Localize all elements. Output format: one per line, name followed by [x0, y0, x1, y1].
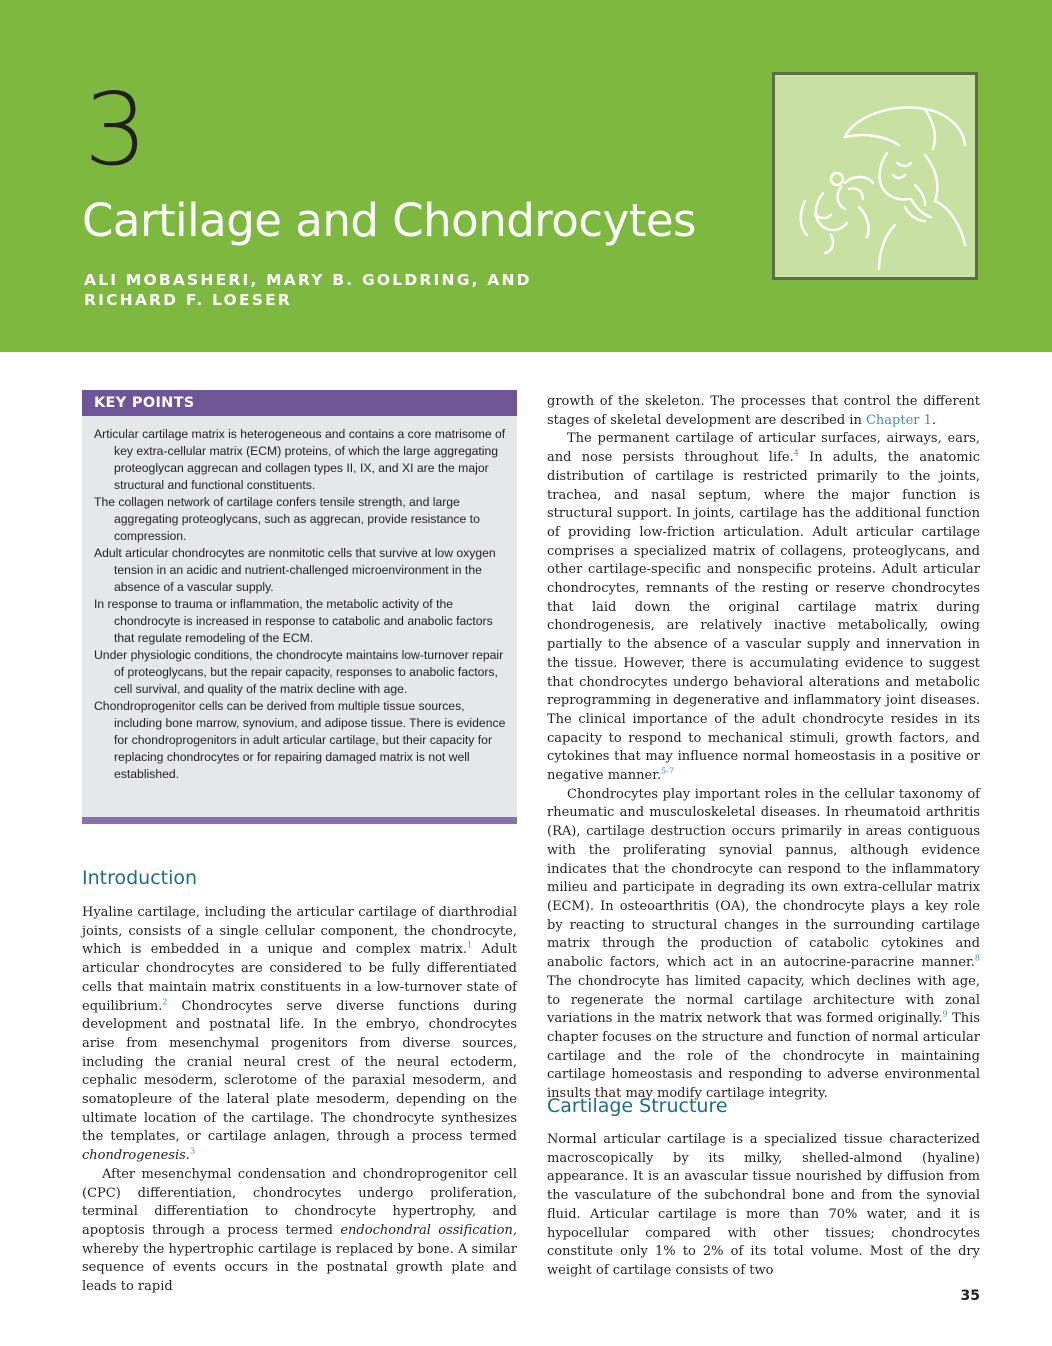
reference-1[interactable]: 1 [467, 941, 473, 951]
chapter-1-link[interactable]: Chapter 1 [865, 412, 932, 428]
reference-2[interactable]: 2 [162, 997, 168, 1007]
introduction-paragraph-1: Hyaline cartilage, including the articular cartilage of diarthrodial joints, consists of a single cellular component, the chondrocyte, which is embedded in a unique and complex matrix.$^1$ Adult articular chondrocytes are considered to be fully differentiated cells that maintain matrix constituents in a low-turnover state of equilibrium.$^2$ Chondrocytes serve diverse functions during development and postnatal life. In the embryo, chondrocytes arise from mesenchymal progenitors from diverse sources, including the cranial neural crest of the neural ectoderm, cephalic mesoderm, sclerotome of the paraxial mesoderm, and somatopleure of the lateral plate mesoderm, depending on the ultimate location of the cartilage. The chondrocyte synthesizes the templates, or cartilage anlagen, through a process termed chondrogenesis.$^3$ [82, 905, 517, 1164]
introduction-heading: Introduction [82, 867, 198, 889]
reference-5-7[interactable]: 5-7 [661, 766, 675, 776]
key-point-item: Articular cartilage matrix is heterogeneous and contains a core matrisome of key extra-cellular matrix (ECM) proteins, of which the large aggregating proteoglycan aggrecan and collagen types II, IX, and XI are the major structural and functional constituents. [94, 427, 506, 492]
right-paragraph-2: The permanent cartilage of articular surfaces, airways, ears, and nose persists throughout life.$^4$ In adults, the anatomic distribution of cartilage is restricted primarily to the joints, trachea, and nasal septum, where the major function is structural support. In joints, cartilage has the additional function of providing low-friction articulation. Adult articular cartilage comprises a specialized matrix of collagens, proteoglycans, and other cartilage-specific and nonspecific proteins. Adult articular chondrocytes, remnants of the resting or reserve chondrocytes that laid down the original cartilage matrix during chondrogenesis, are relatively inactive metabolically, owing partially to the absence of a vascular supply and innervation in the tissue. However, there is accumulating evidence to suggest that chondrocytes undergo behavioral alterations and metabolic reprogramming in degenerative and inflammatory joint diseases. The clinical importance of the adult chondrocyte resides in its capacity to respond to mechanical stimuli, growth factors, and cytokines that may influence normal homeostasis in a positive or negative manner.$^{5-7}$ [547, 431, 980, 784]
key-points-list [82, 416, 517, 783]
authors-line-2: RICHARD F. LOESER [84, 291, 293, 309]
right-paragraph-3: Chondrocytes play important roles in the cellular taxonomy of rheumatic and musculoskeletal diseases. In rheumatoid arthritis (RA), cartilage destruction occurs primarily in areas contiguous with the proliferating synovial pannus, although evidence indicates that the chondrocyte can respond to the inflammatory milieu and participate in degrading its own extra-cellular matrix (ECM). In osteoarthritis (OA), the chondrocyte plays a key role by reacting to structural changes in the surrounding cartilage matrix through the production of catabolic cytokines and anabolic factors, which act in an autocrine-paracrine manner.$^8$ The chondrocyte has limited capacity, which declines with age, to regenerate the normal cartilage architecture with zonal variations in the matrix network that was formed originally.$^9$ This chapter focuses on the structure and function of normal articular cartilage and the role of the chondrocyte in maintaining cartilage homeostasis and responding to adverse environmental insults that may modify cartilage integrity. [547, 786, 980, 1102]
introduction-paragraph-2: After mesenchymal condensation and chondroprogenitor cell (CPC) differentiation, chondrocytes undergo proliferation, terminal differentiation to chondrocyte hypertrophy, and apoptosis through a process termed endochondral ossification, whereby the hypertrophic cartilage is replaced by bone. A similar sequence of events occurs in the postnatal growth plate and leads to rapid [82, 1166, 518, 1295]
authors-line-1: ALI MOBASHERI, MARY B. GOLDRING, AND [84, 271, 532, 289]
key-point-item: Under physiologic conditions, the chondrocyte maintains low-turnover repair of proteoglycans, but the repair capacity, responses to anabolic factors, cell survival, and quality of the matrix decline with age. [94, 648, 504, 696]
key-points-heading: KEY POINTS [82, 390, 517, 416]
key-point-item: In response to trauma or inflammation, the metabolic activity of the chondrocyte is increased in response to catabolic and anabolic factors that regulate remodeling of the ECM. [94, 597, 493, 645]
reference-8[interactable]: 8 [974, 953, 980, 963]
cartilage-structure-body [547, 1131, 980, 1281]
reference-3[interactable]: 3 [189, 1146, 196, 1156]
chapter-title: Cartilage and Chondrocytes [82, 194, 696, 247]
chapter-authors [84, 270, 532, 310]
page-number: 35 [960, 1288, 980, 1304]
key-point-item: Adult articular chondrocytes are nonmitotic cells that survive at low oxygen tension in an acidic and nutrient-challenged microenvironment in the absence of a vascular supply. [94, 546, 496, 594]
chapter-artwork [772, 72, 978, 280]
key-point-item: The collagen network of cartilage confers tensile strength, and large aggregating proteoglycans, such as aggrecan, provide resistance to compression. [94, 495, 480, 543]
chapter-number: 3 [84, 71, 146, 188]
key-point-item: Chondroprogenitor cells can be derived from multiple tissue sources, including bone marrow, synovium, and adipose tissue. There is evidence for chondroprogenitors in adult articular cartilage, but their capacity for replacing chondrocytes or for repairing damaged matrix is not well established. [94, 699, 506, 781]
right-paragraph-1: growth of the skeleton. The processes that control the different stages of skeletal development are described in Chapter 1. [547, 394, 980, 428]
chapter-banner [0, 0, 1052, 352]
introduction-body [82, 904, 517, 1297]
cartilage-structure-paragraph-1: Normal articular cartilage is a specialized tissue characterized macroscopically by its milky, shelled-almond (hyaline) appearance. It is an avascular tissue nourished by diffusion from the vasculature of the subchondral bone and from the synovial fluid. Articular cartilage is more than 70% water, and it is hypocellular compared with other tissues; chondrocytes constitute only 1% to 2% of its total volume. Most of the dry weight of cartilage consists of two [547, 1132, 980, 1278]
key-points-box [82, 390, 517, 824]
reference-4[interactable]: 4 [793, 448, 799, 458]
cartilage-structure-heading: Cartilage Structure [547, 1095, 728, 1117]
right-column-body [547, 393, 980, 1104]
sketch-of-person-holding-object-icon [775, 75, 975, 277]
reference-9[interactable]: 9 [942, 1009, 948, 1019]
